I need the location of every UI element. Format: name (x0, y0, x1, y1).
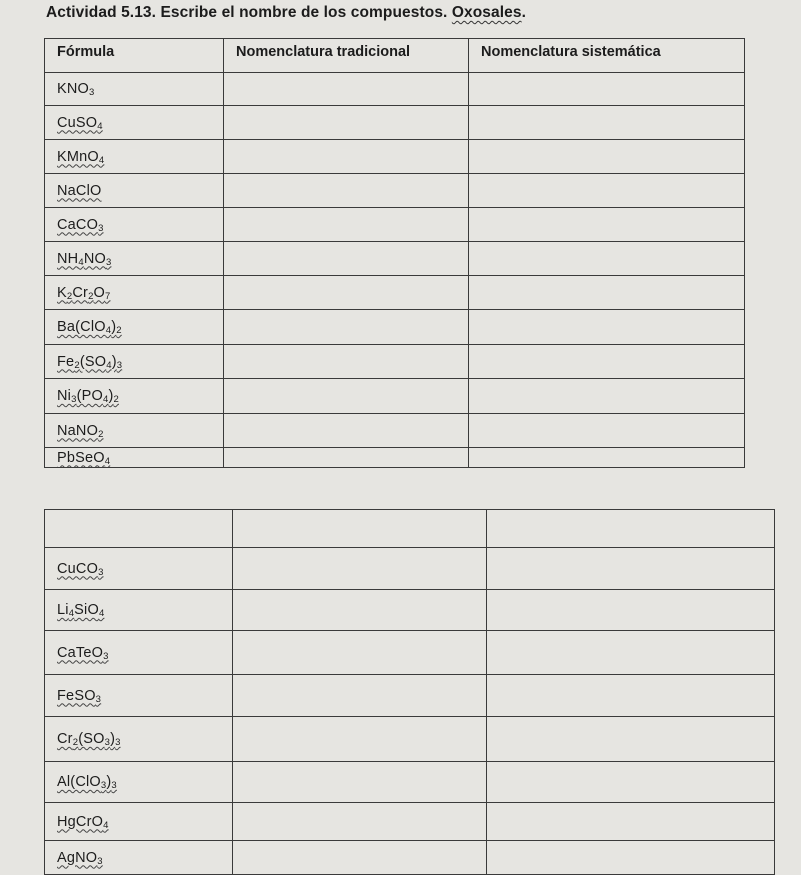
formula-subscript: 3 (100, 780, 107, 791)
formula-text (57, 354, 122, 370)
formula-part: (PO (76, 388, 103, 404)
traditional-name-cell[interactable] (233, 675, 487, 717)
formula-cell (45, 675, 233, 717)
table-row (45, 174, 745, 208)
table-row (45, 140, 745, 174)
blank-header-cell (233, 510, 487, 548)
formula-part: CaTeO (57, 644, 104, 661)
formula-text (57, 183, 102, 199)
formula-subscript: 3 (105, 256, 112, 268)
formula-cell (45, 379, 224, 414)
systematic-name-cell[interactable] (487, 675, 775, 717)
formula-text (57, 645, 109, 661)
formula-part: AgNO (57, 849, 98, 866)
formula-text (57, 688, 101, 704)
traditional-name-cell[interactable] (233, 717, 487, 762)
formula-part: Cr (72, 284, 89, 301)
formula-part: NH (57, 250, 79, 267)
table-row (45, 345, 745, 379)
title-prefix: Actividad 5.13. Escribe el nombre de los compuestos. (46, 4, 452, 21)
formula-part: ) (110, 731, 116, 747)
formula-part: O (93, 284, 106, 301)
column-header: Nomenclatura sistemática (469, 39, 745, 73)
table-row (45, 675, 775, 717)
formula-cell (45, 276, 224, 310)
systematic-name-cell[interactable] (469, 310, 745, 345)
formula-subscript: 2 (113, 394, 119, 405)
title-suffix: . (521, 4, 527, 21)
table-row (45, 106, 745, 140)
title-underlined-word: Oxosales (451, 4, 522, 21)
formula-text (57, 814, 109, 830)
traditional-name-cell[interactable] (224, 106, 469, 140)
formula-text (57, 319, 122, 335)
traditional-name-cell[interactable] (224, 345, 469, 379)
formula-part: NO (83, 250, 106, 267)
formula-part: HgCrO (57, 813, 104, 830)
formula-subscript: 7 (105, 290, 111, 302)
formula-subscript: 2 (88, 290, 94, 302)
formula-part: Li (57, 602, 69, 618)
systematic-name-cell[interactable] (469, 174, 745, 208)
systematic-name-cell[interactable] (487, 631, 775, 675)
formula-part: CuSO (57, 114, 98, 131)
formula-subscript: 4 (104, 455, 111, 467)
formula-cell (45, 242, 224, 276)
table-row (45, 548, 775, 590)
formula-part: Ba(ClO (57, 319, 106, 335)
systematic-name-cell[interactable] (487, 762, 775, 803)
formula-text (57, 731, 121, 747)
formula-cell (45, 414, 224, 448)
formula-part: ) (111, 353, 117, 370)
formula-part: KMnO (57, 148, 99, 165)
formula-text (57, 388, 119, 404)
traditional-name-cell[interactable] (224, 379, 469, 414)
formula-cell (45, 106, 224, 140)
traditional-name-cell[interactable] (224, 73, 469, 106)
systematic-name-cell[interactable] (469, 276, 745, 310)
formula-text (57, 602, 104, 618)
systematic-name-cell[interactable] (469, 379, 745, 414)
traditional-name-cell[interactable] (224, 276, 469, 310)
formula-part: KNO (57, 81, 90, 97)
traditional-name-cell[interactable] (224, 242, 469, 276)
systematic-name-cell[interactable] (487, 841, 775, 875)
blank-header-cell (45, 510, 233, 548)
systematic-name-cell[interactable] (469, 106, 745, 140)
table-row (45, 242, 745, 276)
formula-cell (45, 208, 224, 242)
formula-part: ) (108, 388, 114, 404)
formula-text (57, 285, 111, 301)
systematic-name-cell[interactable] (487, 590, 775, 631)
formula-part: CaCO (57, 216, 99, 233)
table-row (45, 803, 775, 841)
traditional-name-cell[interactable] (233, 841, 487, 875)
table-row (45, 631, 775, 675)
formula-part: K (57, 284, 67, 301)
systematic-name-cell[interactable] (469, 208, 745, 242)
formula-text (57, 850, 103, 866)
formula-text (57, 217, 104, 233)
column-header: Fórmula (45, 39, 224, 73)
table-row (45, 208, 745, 242)
systematic-name-cell[interactable] (487, 803, 775, 841)
traditional-name-cell[interactable] (224, 208, 469, 242)
formula-subscript: 2 (98, 428, 104, 440)
formula-cell (45, 310, 224, 345)
formula-part: (SO (78, 731, 105, 747)
formula-part: SiO (74, 602, 99, 618)
formula-cell (45, 631, 233, 675)
traditional-name-cell[interactable] (233, 590, 487, 631)
formula-part: Fe (57, 353, 75, 370)
formula-text (57, 81, 95, 97)
formula-subscript: 3 (98, 222, 104, 234)
table-row (45, 841, 775, 875)
traditional-name-cell[interactable] (224, 414, 469, 448)
formula-cell (45, 803, 233, 841)
blank-header-cell (487, 510, 775, 548)
table-row (45, 762, 775, 803)
formula-part: ) (106, 774, 112, 790)
header-row (45, 39, 745, 73)
systematic-name-cell[interactable] (487, 717, 775, 762)
formula-cell (45, 548, 233, 590)
formula-text (57, 423, 104, 439)
worksheet-table-bottom (44, 509, 775, 875)
formula-cell (45, 590, 233, 631)
systematic-name-cell[interactable] (469, 140, 745, 174)
formula-cell (45, 140, 224, 174)
formula-cell (45, 73, 224, 106)
formula-subscript: 4 (97, 120, 103, 132)
formula-cell (45, 345, 224, 379)
activity-title (46, 4, 526, 22)
column-header: Nomenclatura tradicional (224, 39, 469, 73)
formula-subscript: 2 (66, 290, 73, 302)
formula-subscript: 3 (116, 359, 123, 371)
table-row (45, 379, 745, 414)
formula-cell (45, 174, 224, 208)
formula-part: NaClO (57, 182, 102, 199)
traditional-name-cell[interactable] (224, 140, 469, 174)
systematic-name-cell[interactable] (469, 242, 745, 276)
formula-cell (45, 841, 233, 875)
formula-subscript: 4 (98, 154, 105, 166)
formula-subscript: 3 (97, 855, 103, 867)
table-row (45, 717, 775, 762)
systematic-name-cell[interactable] (469, 448, 745, 468)
table-row (45, 276, 745, 310)
systematic-name-cell[interactable] (469, 345, 745, 379)
header-row (45, 510, 775, 548)
formula-subscript: 2 (74, 359, 80, 371)
traditional-name-cell[interactable] (224, 448, 469, 468)
formula-subscript: 3 (89, 87, 95, 98)
formula-subscript: 3 (98, 566, 104, 578)
formula-subscript: 4 (68, 608, 75, 619)
formula-part: Ni (57, 388, 72, 404)
formula-text (57, 251, 111, 267)
formula-cell (45, 717, 233, 762)
formula-subscript: 3 (111, 780, 117, 791)
formula-subscript: 2 (116, 325, 122, 336)
formula-subscript: 4 (103, 819, 109, 831)
formula-subscript: 4 (105, 325, 112, 336)
formula-cell (45, 448, 224, 468)
traditional-name-cell[interactable] (224, 174, 469, 208)
table-row (45, 448, 745, 468)
table-row (45, 73, 745, 106)
formula-part: (SO (79, 353, 107, 370)
formula-subscript: 3 (71, 394, 77, 405)
traditional-name-cell[interactable] (224, 310, 469, 345)
formula-subscript: 3 (104, 737, 111, 748)
formula-part: Al(ClO (57, 774, 101, 790)
formula-cell (45, 762, 233, 803)
formula-part: CuCO (57, 560, 99, 577)
formula-part: NaNO (57, 422, 99, 439)
systematic-name-cell[interactable] (487, 548, 775, 590)
formula-part: Cr (57, 731, 73, 747)
formula-subscript: 2 (72, 737, 79, 748)
traditional-name-cell[interactable] (233, 548, 487, 590)
formula-subscript: 4 (78, 256, 84, 268)
formula-subscript: 3 (103, 650, 109, 662)
traditional-name-cell[interactable] (233, 803, 487, 841)
formula-text (57, 115, 103, 131)
formula-text (57, 450, 110, 466)
formula-subscript: 3 (95, 693, 102, 705)
formula-subscript: 4 (98, 608, 105, 619)
formula-text (57, 774, 117, 790)
formula-subscript: 3 (115, 737, 121, 748)
formula-text (57, 149, 104, 165)
table-row (45, 414, 745, 448)
formula-part: PbSeO (57, 449, 105, 466)
formula-part: ) (111, 319, 117, 335)
table-row (45, 590, 775, 631)
systematic-name-cell[interactable] (469, 414, 745, 448)
formula-text (57, 561, 104, 577)
table-row (45, 310, 745, 345)
worksheet-table-top (44, 38, 745, 468)
traditional-name-cell[interactable] (233, 762, 487, 803)
formula-subscript: 4 (106, 359, 112, 371)
formula-subscript: 4 (102, 394, 109, 405)
systematic-name-cell[interactable] (469, 73, 745, 106)
traditional-name-cell[interactable] (233, 631, 487, 675)
formula-part: FeSO (57, 687, 96, 704)
